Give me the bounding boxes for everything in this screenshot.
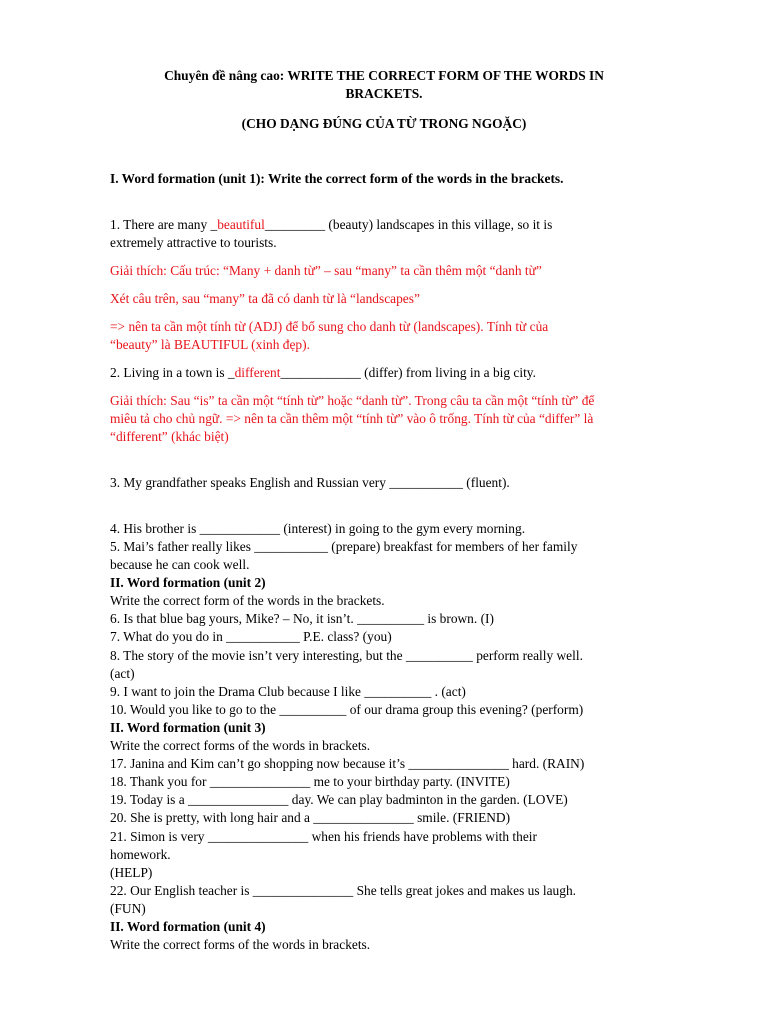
question-22-line-1: 22. Our English teacher is _______________ She tells great jokes and makes us laugh. <box>110 883 576 898</box>
question-21-line-2: homework. <box>110 847 171 862</box>
question-2-answer: different <box>234 365 281 380</box>
title-line-1: Chuyên đề nâng cao: WRITE THE CORRECT FORM OF THE WORDS IN <box>164 68 604 83</box>
question-21-line-3: (HELP) <box>110 865 153 880</box>
question-22-line-2: (FUN) <box>110 901 146 916</box>
explanation-1-line-4: “beauty” là BEAUTIFUL (xinh đẹp). <box>110 337 310 352</box>
question-8-line-1: 8. The story of the movie isn’t very interesting, but the __________ perform really well. <box>110 648 583 663</box>
question-20: 20. She is pretty, with long hair and a _______________ smile. (FRIEND) <box>110 810 511 825</box>
question-4: 4. His brother is ____________ (interest) in going to the gym every morning. <box>110 521 526 536</box>
question-8-line-2: (act) <box>110 666 135 681</box>
explanation-1-line-3: => nên ta cần một tính từ (ADJ) để bổ sung cho danh từ (landscapes). Tính từ của <box>110 319 549 334</box>
section-4-instruction: Write the correct forms of the words in brackets. <box>110 937 371 952</box>
question-1 <box>110 216 552 234</box>
question-1-answer: beautiful <box>217 217 265 232</box>
question-2 <box>110 364 536 382</box>
question-6: 6. Is that blue bag yours, Mike? – No, it isn’t. __________ is brown. (I) <box>110 611 494 626</box>
question-1-post: _________ (beauty) landscapes in this village, so it is <box>264 217 553 232</box>
section-2-heading: II. Word formation (unit 2) <box>110 575 266 590</box>
explanation-2-line-2: miêu tả cho chủ ngữ. => nên ta cần thêm một “tính từ” vào ô trống. Tính từ của “differ” là <box>110 411 594 426</box>
question-19: 19. Today is a _______________ day. We can play badminton in the garden. (LOVE) <box>110 792 568 807</box>
title-vietnamese: (CHO DẠNG ĐÚNG CỦA TỪ TRONG NGOẶC) <box>241 116 527 131</box>
question-17: 17. Janina and Kim can’t go shopping now because it’s _______________ hard. (RAIN) <box>110 756 585 771</box>
question-3: 3. My grandfather speaks English and Russian very ___________ (fluent). <box>110 475 510 490</box>
question-21-line-1: 21. Simon is very _______________ when his friends have problems with their <box>110 829 537 844</box>
section-3-heading: II. Word formation (unit 3) <box>110 720 266 735</box>
question-1-pre: 1. There are many _ <box>110 217 218 232</box>
question-7: 7. What do you do in ___________ P.E. class? (you) <box>110 629 392 644</box>
question-9: 9. I want to join the Drama Club because I like __________ . (act) <box>110 684 466 699</box>
question-1-line-2: extremely attractive to tourists. <box>110 235 277 250</box>
section-4-heading: II. Word formation (unit 4) <box>110 919 266 934</box>
explanation-2-line-1: Giải thích: Sau “is” ta cần một “tính từ” hoặc “danh từ”. Trong câu ta cần một “tính từ” để <box>110 393 595 408</box>
question-10: 10. Would you like to go to the __________ of our drama group this evening? (perform) <box>110 702 584 717</box>
section-3-instruction: Write the correct forms of the words in brackets. <box>110 738 371 753</box>
title-line-2: BRACKETS. <box>345 86 423 101</box>
question-5-line-2: because he can cook well. <box>110 557 250 572</box>
explanation-2-line-3: “different” (khác biệt) <box>110 429 229 444</box>
section-1-heading: I. Word formation (unit 1): Write the correct form of the words in the brackets. <box>110 171 564 186</box>
question-2-pre: 2. Living in a town is _ <box>110 365 235 380</box>
explanation-1-line-2: Xét câu trên, sau “many” ta đã có danh từ là “landscapes” <box>110 291 420 306</box>
explanation-1-line-1: Giải thích: Cấu trúc: “Many + danh từ” – sau “many” ta cần thêm một “danh từ” <box>110 263 542 278</box>
question-18: 18. Thank you for _______________ me to your birthday party. (INVITE) <box>110 774 510 789</box>
question-2-post: ____________ (differ) from living in a big city. <box>280 365 536 380</box>
question-5-line-1: 5. Mai’s father really likes ___________ (prepare) breakfast for members of her family <box>110 539 578 554</box>
section-2-instruction: Write the correct form of the words in the brackets. <box>110 593 385 608</box>
